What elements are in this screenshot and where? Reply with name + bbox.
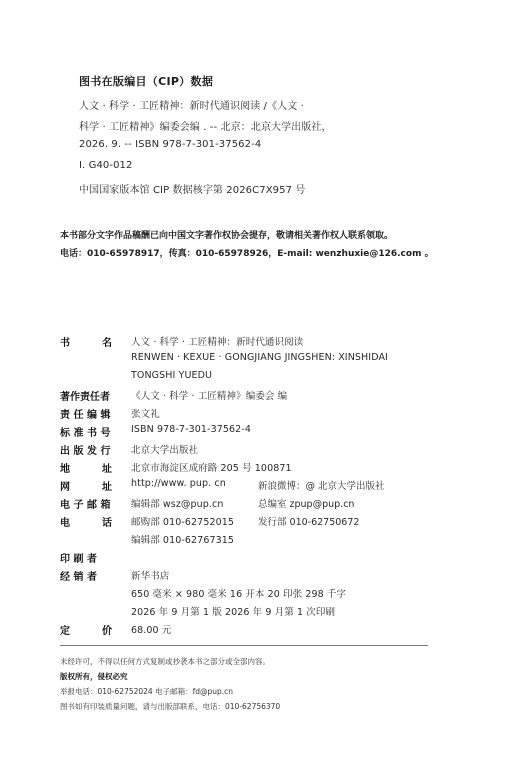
value-publisher: 北京大学出版社 [131,445,199,456]
report-contact: 举报电话：010-62752024 电子邮箱：fd@pup.cn [60,687,234,696]
cip-line: 科学 · 工匠精神》编委会编 . -- 北京：北京大学出版社， [79,122,332,133]
cip-line: 2026. 9. -- ISBN 978-7-301-37562-4 [79,139,262,150]
value-author: 《人文 · 科学 · 工匠精神》编委会 编 [131,391,288,402]
copyright-warning: 未经许可，不得以任何方式复制或抄袭本书之部分或全部内容。 [60,657,270,666]
label-distributor: 经 销 者 [60,572,97,583]
label-address: 地 址 [60,464,112,475]
cip-line: 中国国家版本馆 CIP 数据核字第 2026C7X957 号 [79,185,306,196]
value-format: 650 毫米 × 980 毫米 16 开本 20 印张 298 千字 [131,589,347,600]
value-editor: 张文礼 [131,409,160,420]
value-phone-mail: 邮购部 010-62752015 [131,517,235,528]
value-email-editorial: 编辑部 wsz@pup.cn [131,499,224,510]
value-title-pinyin: RENWEN · KEXUE · GONGJIANG JINGSHEN: XINSHIDAI [131,352,388,363]
value-distributor: 新华书店 [131,571,170,582]
cip-line: 人文 · 科学 · 工匠精神：新时代通识阅读 /《人文 · [79,101,304,112]
label-printer: 印 刷 者 [60,554,97,565]
value-edition: 2026 年 9 月第 1 版 2026 年 9 月第 1 次印刷 [131,607,336,618]
label-publisher: 出 版 发 行 [60,446,111,457]
value-website: http://www. pup. cn [131,478,226,489]
value-price: 68.00 元 [131,625,172,636]
value-weibo: 新浪微博：@ 北京大学出版社 [258,481,385,492]
value-email-chief: 总编室 zpup@pup.cn [258,499,355,510]
rights-reserved: 版权所有，侵权必究 [60,672,128,681]
value-isbn: ISBN 978-7-301-37562-4 [131,424,251,435]
value-title: 人文 · 科学 · 工匠精神：新时代通识阅读 [131,337,304,348]
cip-title: 图书在版编目（CIP）数据 [79,75,214,88]
label-author: 著作责任者 [60,392,110,403]
label-phone: 电 话 [60,518,112,529]
print-quality-contact: 图书如有印装质量问题，请与出版部联系，电话：010-62756370 [60,702,281,711]
value-address: 北京市海淀区成府路 205 号 100871 [131,463,292,474]
divider [60,645,428,646]
value-phone-editorial: 编辑部 010-62767315 [131,535,235,546]
value-title-pinyin-2: TONGSHI YUEDU [131,370,213,381]
label-title: 书 名 [60,338,112,349]
label-editor: 责 任 编 辑 [60,410,111,421]
label-email: 电 子 邮 箱 [60,500,111,511]
label-website: 网 址 [60,482,112,493]
cip-line: Ⅰ. G40-012 [79,160,133,171]
label-isbn: 标 准 书 号 [60,428,111,439]
label-price: 定 价 [60,626,112,637]
royalty-contact: 电话：010-65978917，传真：010-65978926，E-mail: wenzhuxie@126.com 。 [60,249,434,259]
royalty-notice: 本书部分文字作品稿酬已向中国文字著作权协会提存，敬请相关著作权人联系领取。 [60,231,394,241]
value-phone-distribution: 发行部 010-62750672 [258,517,360,528]
